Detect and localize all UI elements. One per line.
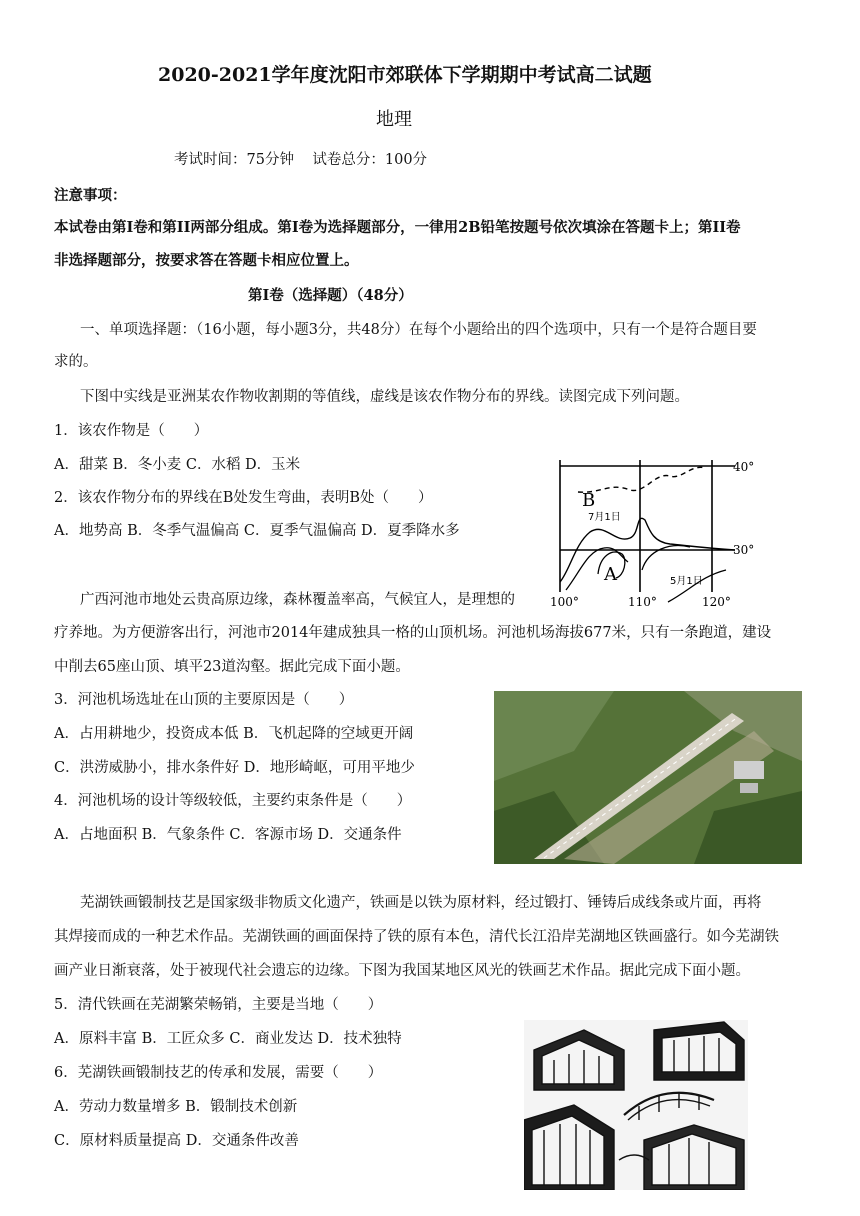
- airport-aerial-photo: [494, 691, 802, 864]
- question-6: 6．芜湖铁画锻制技艺的传承和发展，需要（ ）: [54, 1065, 383, 1081]
- question-intro: 其焊接而成的一种艺术作品。芜湖铁画的画面保持了铁的原有本色，清代长江沿岸芜湖地区铁画盛行。如今芜湖铁: [54, 929, 779, 945]
- point-a-label: A: [604, 564, 617, 585]
- question-intro: 下图中实线是亚洲某农作物收割期的等值线，虚线是该农作物分布的界线。读图完成下列问题。: [80, 389, 689, 405]
- notice-line: 本试卷由第Ⅰ卷和第II两部分组成。第Ⅰ卷为选择题部分，一律用2B铅笔按题号依次填涂在答题卡上；第II卷: [54, 219, 741, 236]
- section-instruction: 求的。: [54, 354, 98, 370]
- lat-40-label: 40°: [733, 460, 755, 474]
- lon-120-label: 120°: [702, 595, 731, 609]
- question-4-options: A．占地面积 B．气象条件 C．客源市场 D．交通条件: [54, 827, 402, 843]
- question-6-options: C．原材料质量提高 D．交通条件改善: [54, 1133, 299, 1149]
- question-2-options: A．地势高 B．冬季气温偏高 C．夏季气温偏高 D．夏季降水多: [54, 523, 460, 539]
- lon-110-label: 110°: [628, 595, 657, 609]
- question-intro: 疗养地。为方便游客出行，河池市2014年建成独具一格的山顶机场。河池机场海拔677米，只有一条跑道，建设: [54, 625, 772, 641]
- question-3: 3．河池机场选址在山顶的主要原因是（ ）: [54, 692, 354, 708]
- section-heading: 第Ⅰ卷（选择题）（48分）: [248, 287, 413, 304]
- question-1-options: A．甜菜 B．冬小麦 C．水稻 D．玉米: [54, 457, 301, 473]
- iron-painting-artwork: [524, 1020, 748, 1190]
- crop-boundary-line: [578, 467, 706, 492]
- subject-title: 地理: [376, 109, 412, 130]
- notice-line: 非选择题部分，按要求答在答题卡相应位置上。: [54, 252, 359, 269]
- lat-30-label: 30°: [733, 543, 755, 557]
- point-b-label: B: [582, 490, 596, 511]
- question-1: 1．该农作物是（ ）: [54, 423, 209, 439]
- exam-info: 考试时间：75分钟 试卷总分：100分: [174, 152, 428, 168]
- question-intro: 中削去65座山顶、填平23道沟壑。据此完成下面小题。: [54, 659, 410, 675]
- question-intro: 画产业日渐衰落，处于被现代社会遗忘的边缘。下图为我国某地区风光的铁画艺术作品。据此完成下面小题。: [54, 963, 750, 979]
- terminal-building: [734, 761, 764, 779]
- question-3-options: A．占用耕地少，投资成本低 B．飞机起降的空域更开阔: [54, 726, 414, 742]
- question-2: 2．该农作物分布的界线在B处发生弯曲，表明B处（ ）: [54, 490, 433, 506]
- question-3-options: C．洪涝威胁小，排水条件好 D．地形崎岖，可用平地少: [54, 760, 415, 776]
- notice-heading: 注意事项：: [54, 187, 127, 204]
- question-4: 4．河池机场的设计等级较低，主要约束条件是（ ）: [54, 793, 412, 809]
- exam-title: 2020-2021学年度沈阳市郊联体下学期期中考试高二试题: [158, 64, 652, 86]
- question-intro: 广西河池市地处云贵高原边缘，森林覆盖率高，气候宜人，是理想的: [80, 592, 515, 608]
- lon-100-label: 100°: [550, 595, 579, 609]
- date-may-label: 5月1日: [670, 576, 703, 587]
- question-5: 5．清代铁画在芜湖繁荣畅销，主要是当地（ ）: [54, 997, 383, 1013]
- date-july-label: 7月1日: [588, 512, 621, 523]
- crop-isoline-map: [530, 452, 800, 612]
- question-6-options: A．劳动力数量增多 B．锻制技术创新: [54, 1099, 298, 1115]
- section-instruction: 一、单项选择题：（16小题，每小题3分，共48分）在每个小题给出的四个选项中，只有一个是符合题目要: [80, 322, 757, 338]
- question-5-options: A．原料丰富 B．工匠众多 C．商业发达 D．技术独特: [54, 1031, 402, 1047]
- question-intro: 芜湖铁画锻制技艺是国家级非物质文化遗产，铁画是以铁为原材料，经过锻打、锤铸后成线条或片面，再将: [80, 895, 762, 911]
